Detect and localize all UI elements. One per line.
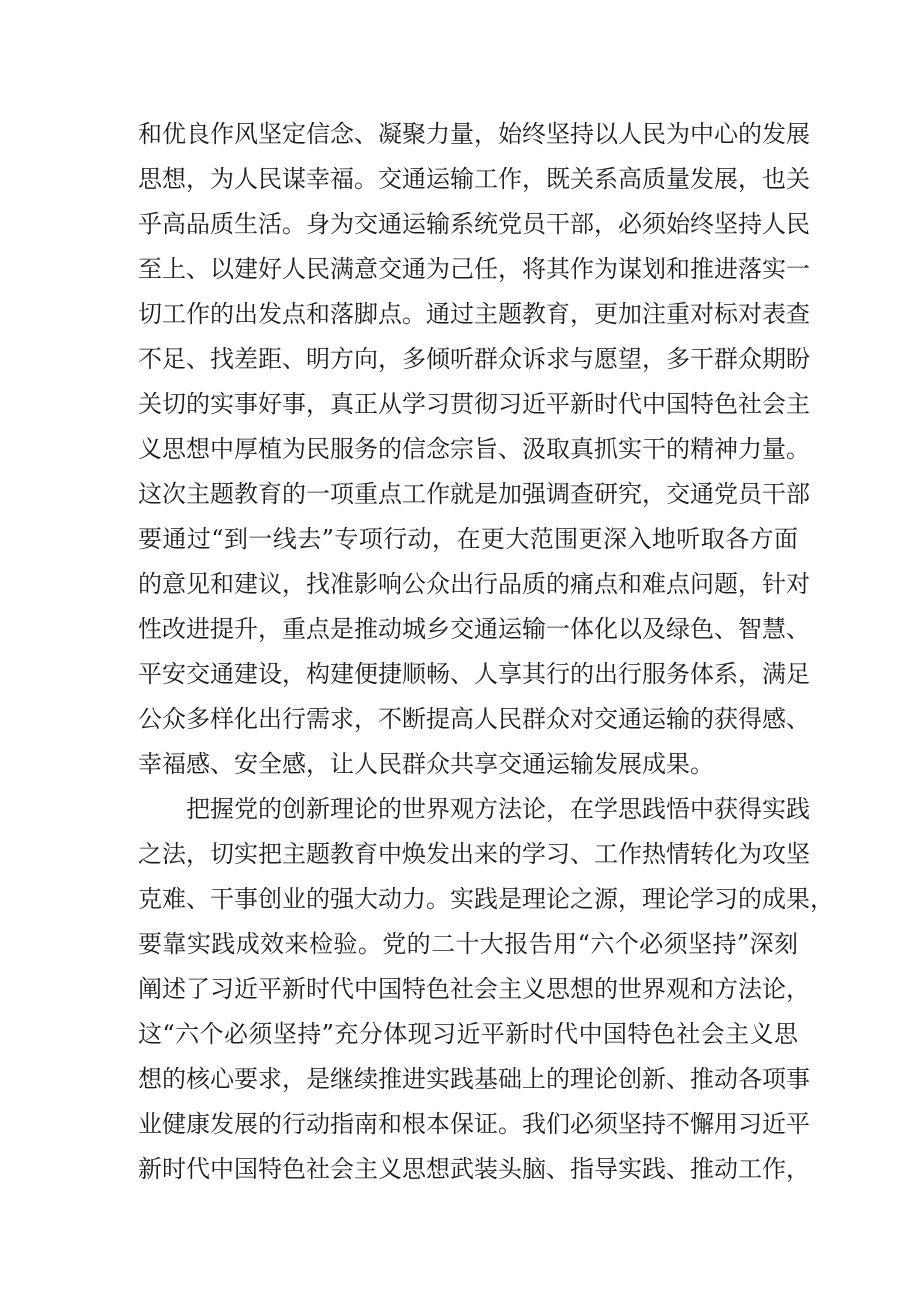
text-line: 切工作的出发点和落脚点。通过主题教育，更加注重对标对表查 [138,300,810,328]
text-line: 这次主题教育的一项重点工作就是加强调查研究，交通党员干部 [138,480,810,508]
text-line: 的意见和建议，找准影响公众出行品质的痛点和难点问题，针对 [138,570,810,598]
text-line: 公众多样化出行需求，不断提高人民群众对交通运输的获得感、 [138,705,810,733]
text-line: 义思想中厚植为民服务的信念宗旨、汲取真抓实干的精神力量。 [138,435,810,463]
text-line: 性改进提升，重点是推动城乡交通运输一体化以及绿色、智慧、 [138,615,810,643]
text-line: 至上、以建好人民满意交通为己任，将其作为谋划和推进落实一 [138,255,810,283]
text-line: 思想，为人民谋幸福。交通运输工作，既关系高质量发展，也关 [138,165,810,193]
text-line: 平安交通建设，构建便捷顺畅、人享其行的出行服务体系，满足 [138,660,810,688]
body-text [138,112,834,1192]
text-line: 业健康发展的行动指南和根本保证。我们必须坚持不懈用习近平 [138,1110,810,1138]
text-line: 要通过“到一线去”专项行动，在更大范围更深入地听取各方面 [138,525,798,553]
text-line: 幸福感、安全感，让人民群众共享交通运输发展成果。 [138,750,714,778]
text-line: 想的核心要求，是继续推进实践基础上的理论创新、推动各项事 [138,1065,810,1093]
paragraph-2 [138,787,834,1192]
text-line: 这“六个必须坚持”充分体现习近平新时代中国特色社会主义思 [138,1020,798,1048]
text-line: 阐述了习近平新时代中国特色社会主义思想的世界观和方法论， [138,975,810,1003]
text-line: 克难、干事创业的强大动力。实践是理论之源，理论学习的成果， [138,885,834,913]
text-line: 要靠实践成效来检验。党的二十大报告用“六个必须坚持”深刻 [138,930,798,958]
text-line: 关切的实事好事，真正从学习贯彻习近平新时代中国特色社会主 [138,390,810,418]
text-line: 新时代中国特色社会主义思想武装头脑、指导实践、推动工作， [138,1155,810,1183]
text-line: 乎高品质生活。身为交通运输系统党员干部，必须始终坚持人民 [138,210,810,238]
text-line: 之法，切实把主题教育中焕发出来的学习、工作热情转化为攻坚 [138,840,810,868]
paragraph-1 [138,112,810,787]
text-line: 和优良作风坚定信念、凝聚力量，始终坚持以人民为中心的发展 [138,120,810,148]
text-line: 不足、找差距、明方向，多倾听群众诉求与愿望，多干群众期盼 [138,345,810,373]
text-line: 把握党的创新理论的世界观方法论，在学思践悟中获得实践 [186,795,810,823]
